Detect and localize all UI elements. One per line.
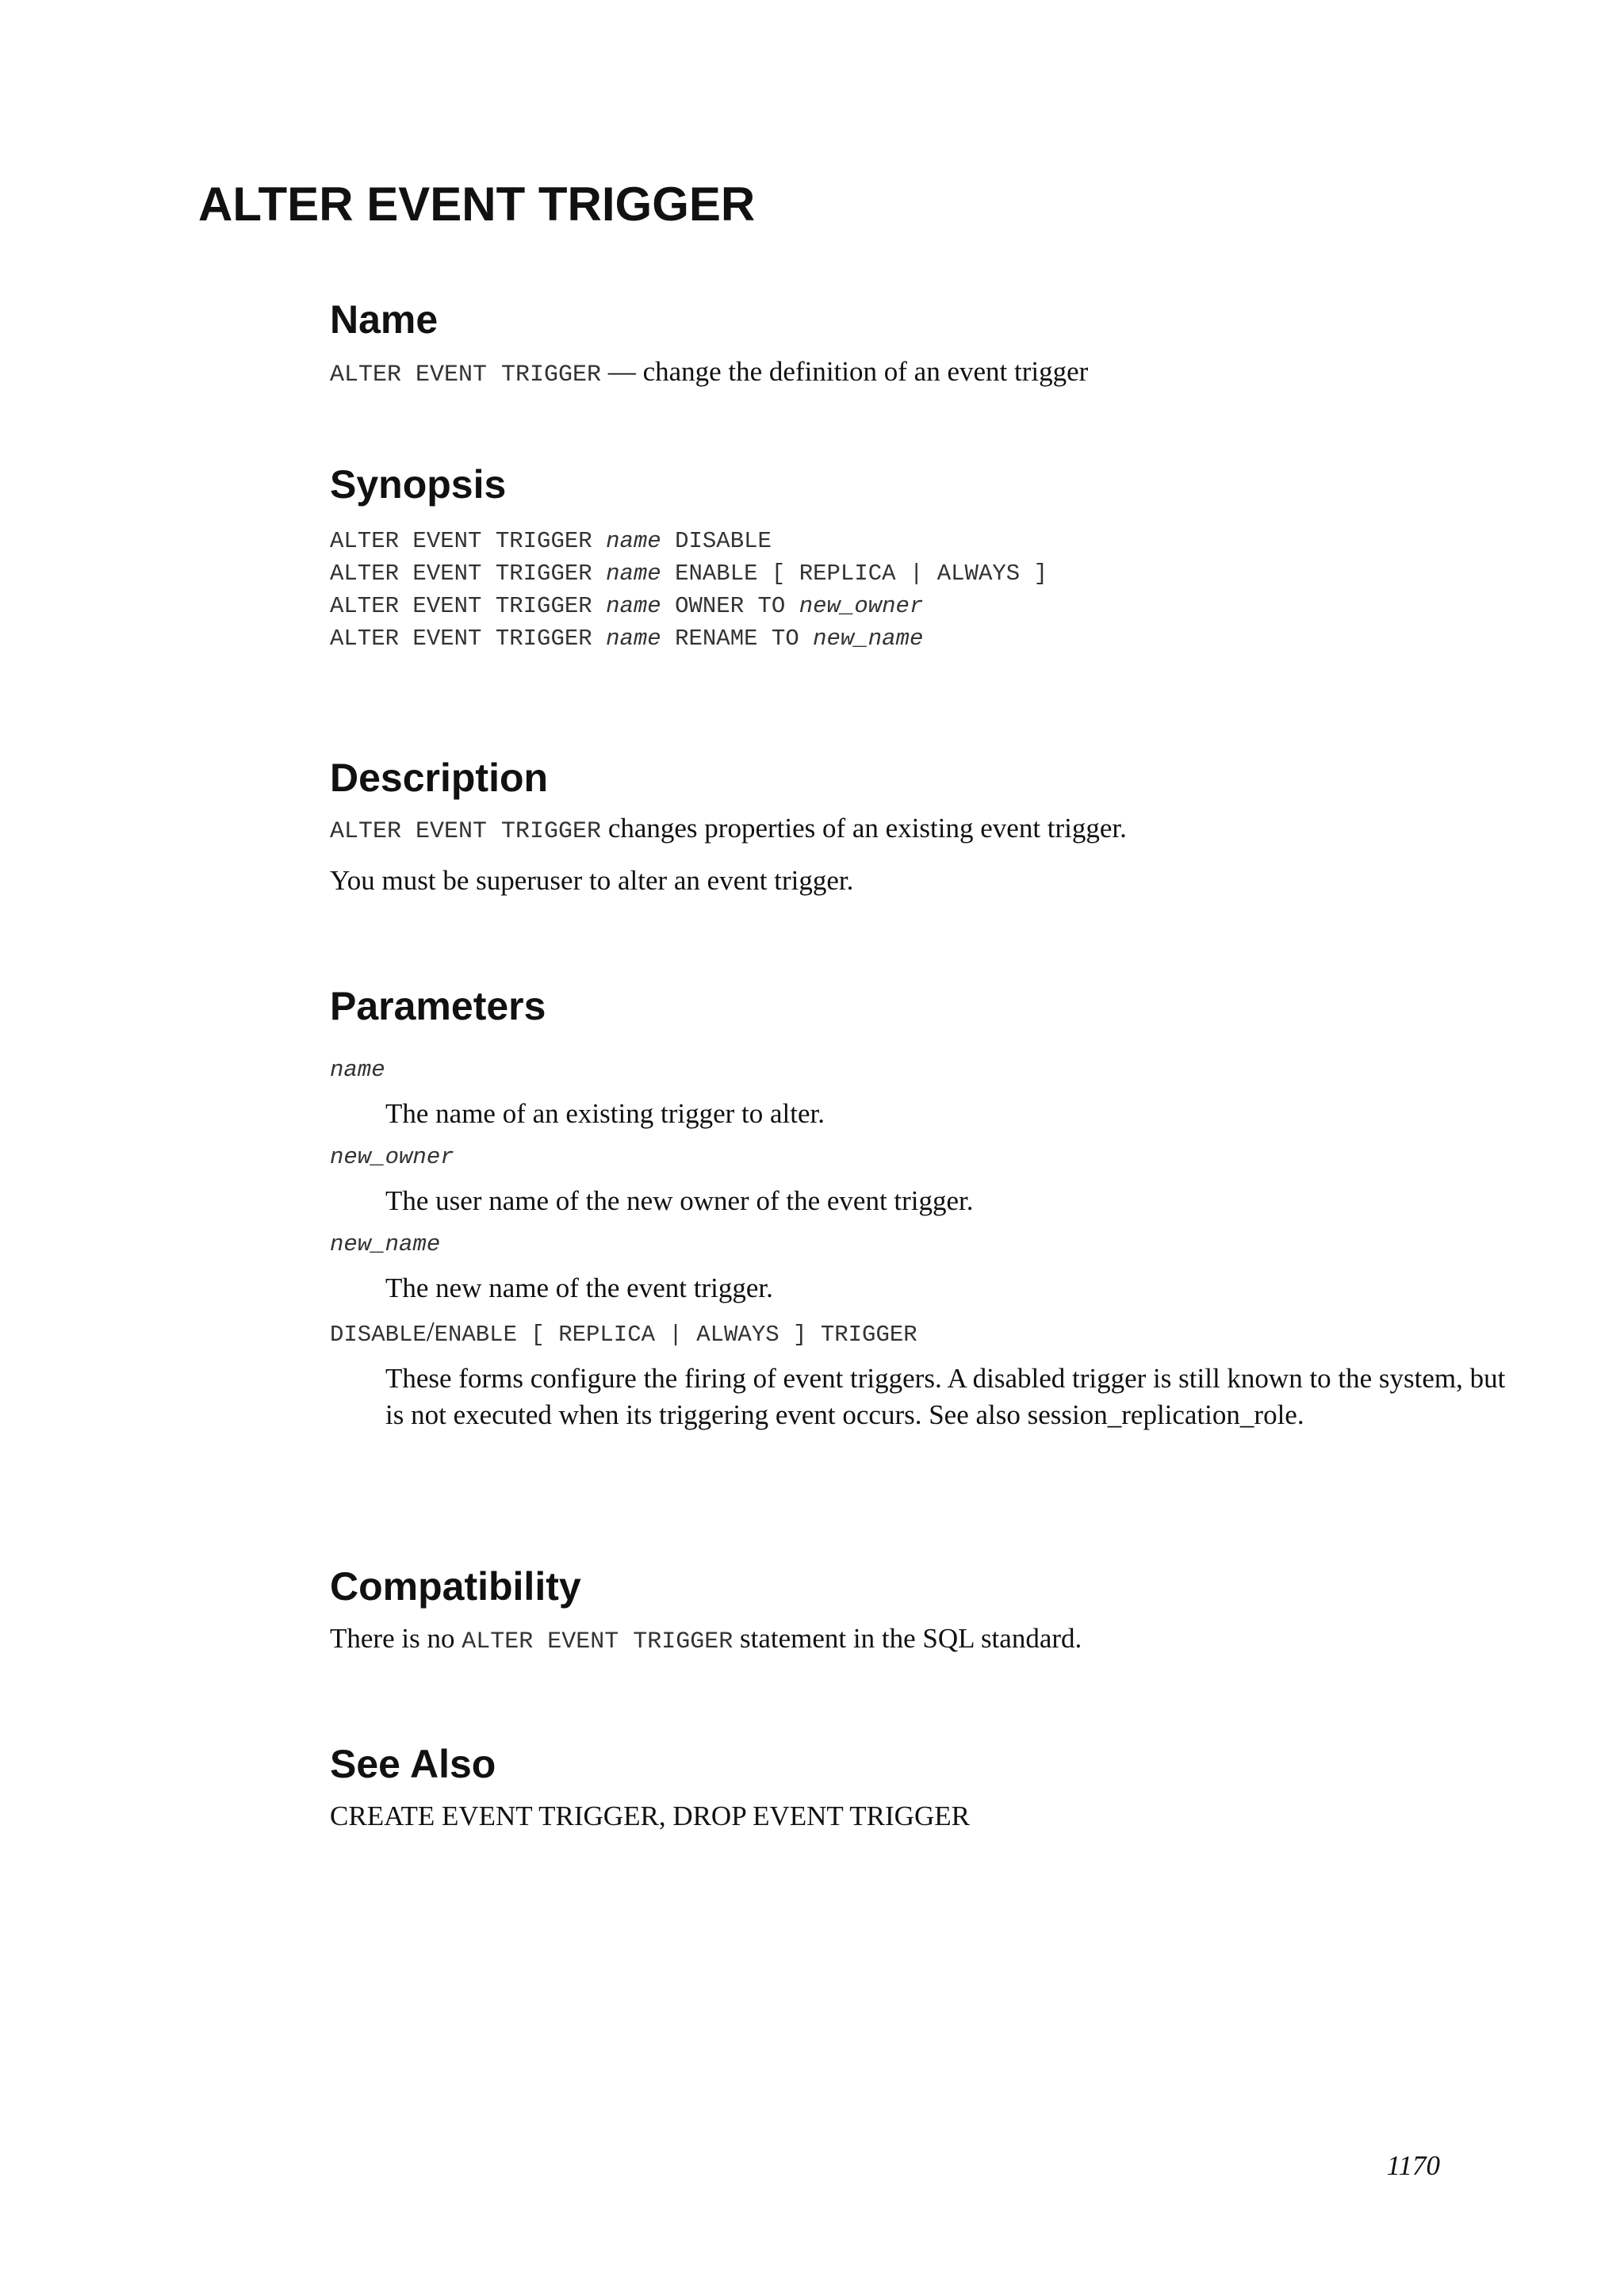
see-also-heading: See Also — [330, 1742, 496, 1786]
description-paragraph-1: ALTER EVENT TRIGGER changes properties of an existing event trigger. — [330, 813, 1127, 845]
parameter-definition: The new name of the event trigger. — [385, 1272, 773, 1303]
see-also-link-drop[interactable]: DROP EVENT TRIGGER — [672, 1800, 970, 1831]
description-command: ALTER EVENT TRIGGER — [330, 818, 602, 845]
name-heading: Name — [330, 297, 439, 342]
parameter-definition: The user name of the new owner of the event trigger. — [385, 1185, 974, 1216]
synopsis-line: ALTER EVENT TRIGGER name ENABLE [ REPLICA | ALWAYS ] — [330, 561, 1048, 587]
description-section — [330, 758, 1440, 899]
parameter-term-new-name: new_name — [330, 1231, 441, 1257]
compatibility-command: ALTER EVENT TRIGGER — [462, 1628, 733, 1655]
synopsis-section — [330, 462, 1440, 655]
synopsis-block — [330, 525, 1440, 655]
synopsis-line: ALTER EVENT TRIGGER name OWNER TO new_owner — [330, 593, 924, 619]
compatibility-heading: Compatibility — [330, 1564, 581, 1609]
name-paragraph — [330, 354, 1440, 393]
see-also-section — [330, 1744, 1440, 1835]
compatibility-section — [330, 1564, 1440, 1660]
name-section — [330, 297, 1440, 393]
page-title: ALTER EVENT TRIGGER — [198, 178, 756, 231]
description-paragraph-2: You must be superuser to alter an event trigger. — [330, 865, 854, 896]
synopsis-line: ALTER EVENT TRIGGER name DISABLE — [330, 528, 772, 554]
synopsis-heading: Synopsis — [330, 462, 507, 507]
parameter-term-disable-enable: DISABLE/ENABLE [ REPLICA | ALWAYS ] TRIGGER — [330, 1316, 917, 1348]
see-also-paragraph: CREATE EVENT TRIGGER, DROP EVENT TRIGGER — [330, 1800, 970, 1831]
name-command: ALTER EVENT TRIGGER — [330, 362, 602, 388]
page-number: 1170 — [1386, 2150, 1440, 2181]
parameters-section — [330, 984, 1506, 1433]
compatibility-paragraph: There is no ALTER EVENT TRIGGER statement in the SQL standard. — [330, 1623, 1082, 1655]
parameter-list — [330, 1054, 1506, 1433]
parameters-heading: Parameters — [330, 984, 546, 1028]
parameter-definition: The name of an existing trigger to alter. — [385, 1098, 825, 1129]
synopsis-line: ALTER EVENT TRIGGER name RENAME TO new_name — [330, 626, 924, 652]
description-heading: Description — [330, 756, 549, 800]
parameter-definition: These forms configure the firing of event triggers. A disabled trigger is still known to the system, but is not executed when its triggering event occurs. See also session_replication_role. — [385, 1363, 1506, 1430]
name-description: — change the definition of an event trigger — [601, 356, 1089, 387]
parameter-term-new-owner: new_owner — [330, 1144, 454, 1170]
see-also-link-create[interactable]: CREATE EVENT TRIGGER — [330, 1800, 659, 1831]
parameter-term-name: name — [330, 1057, 385, 1083]
